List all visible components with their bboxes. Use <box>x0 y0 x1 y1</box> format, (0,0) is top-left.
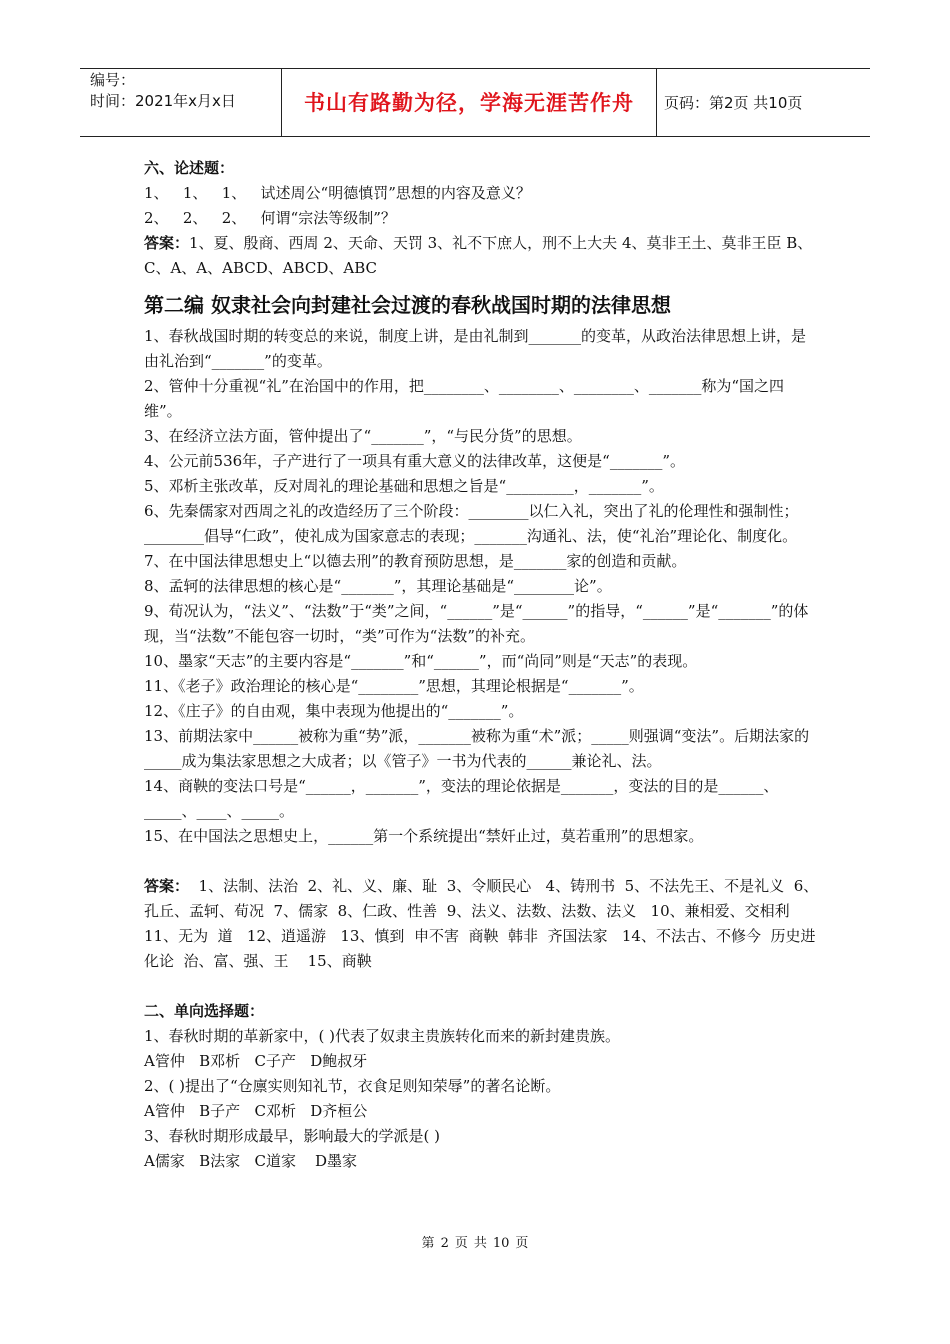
choice-options-3: A儒家 B法家 C道家 D墨家 <box>144 1152 358 1170</box>
essay-question-1: 1、 1、 1、 试述周公“明德慎罚”思想的内容及意义？ <box>144 184 531 202</box>
fill-question-14: 14、商鞅的变法口号是“______，_______”，变法的理论依据是_______，变法的目的是______、_____、____、_____。 <box>144 777 779 820</box>
page-footer <box>0 1232 950 1251</box>
essay-question-2: 2、 2、 2、 何谓“宗法等级制”？ <box>144 209 396 227</box>
header-meta <box>90 70 236 112</box>
footer-ye: 页 <box>454 1236 468 1251</box>
header-time: 时间：2021年x月x日 <box>90 92 236 110</box>
fill-question-15: 15、在中国法之思想史上，______第一个系统提出“禁奸止过，莫若重刑”的思想家。 <box>144 827 704 845</box>
fill-question-8: 8、孟轲的法律思想的核心是“_______”，其理论基础是“________论”。 <box>144 577 612 595</box>
choice-options-1: A管仲 B邓析 C子产 D鲍叔牙 <box>144 1052 368 1070</box>
fill-question-9: 9、荀况认为，“法义”、“法数”于“类”之间，“______”是“______”的指导，“______”是“_______”的体现，当“法数”不能包容一切时，“类”可作为“法数”的补充。 <box>144 602 809 645</box>
fill-question-6: 6、先秦儒家对西周之礼的改造经历了三个阶段：________以仁入礼，突出了礼的伦理性和强制性；________倡导“仁政”，使礼成为国家意志的表现；_______沟通礼、法，使“礼治”理论化、制度化。 <box>144 502 799 545</box>
fill-question-3: 3、在经济立法方面，管仲提出了“_______”，“与民分货”的思想。 <box>144 427 582 445</box>
fill-question-12: 12、《庄子》的自由观，集中表现为他提出的“_______”。 <box>144 702 524 720</box>
essay-answer-text: 1、夏、殷商、西周 2、天命、天罚 3、礼不下庶人，刑不上大夫 4、莫非王土、莫非王臣 B、C、A、A、ABCD、ABCD、ABC <box>144 234 813 277</box>
choice-options-2: A管仲 B子产 C邓析 D齐桓公 <box>144 1102 368 1120</box>
part2-title: 第二编 奴隶社会向封建社会过渡的春秋战国时期的法律思想 <box>144 293 671 317</box>
footer-di: 第 <box>421 1236 435 1251</box>
fill-question-5: 5、邓析主张改革，反对周礼的理论基础和思想之旨是“_________，_______”。 <box>144 477 664 495</box>
header-bottom-rule <box>80 136 870 137</box>
fill-question-4: 4、公元前536年，子产进行了一项具有重大意义的法律改革，这便是“_______”。 <box>144 452 686 470</box>
part2-answer <box>144 874 820 974</box>
choice-question-3: 3、春秋时期形成最早，影响最大的学派是( ) <box>144 1127 441 1145</box>
spacer <box>144 849 820 874</box>
essay-answer <box>144 231 820 281</box>
fill-question-1: 1、春秋战国时期的转变总的来说，制度上讲，是由礼制到_______的变革，从政治法律思想上讲，是由礼治到“_______”的变革。 <box>144 327 807 370</box>
header-motto: 书山有路勤为径，学海无涯苦作舟 <box>304 91 634 115</box>
essay-answer-label: 答案： <box>144 234 190 252</box>
document-body <box>144 156 820 1174</box>
spacer <box>144 974 820 999</box>
fill-question-11: 11、《老子》政治理论的核心是“________”思想，其理论根据是“_______”。 <box>144 677 644 695</box>
header-number: 编号： <box>90 71 136 89</box>
fill-question-13: 13、前期法家中______被称为重“势”派，_______被称为重“术”派；_____则强调“变法”。后期法家的_____成为集法家思想之大成者；以《管子》一书为代表的______兼论礼、法。 <box>144 727 810 770</box>
part2-answer-text: 1、法制、法治 2、礼、义、廉、耻 3、令顺民心 4、铸刑书 5、不法先王、不是礼义 6、孔丘、孟轲、荀况 7、儒家 8、仁政、性善 9、法义、法数、法数、法义 10、兼相爱、交相利 11、无为 道 12、逍遥游 13、慎到 申不害 商鞅 韩非 齐国法家 14、不法古、不修今 历史进化论 治、富、强、王 15、商鞅 <box>144 877 819 970</box>
header-divider-right <box>656 68 657 136</box>
footer-gong: 共 <box>473 1236 487 1251</box>
footer-total-pages: 10 <box>492 1236 510 1251</box>
choice-question-2: 2、( )提出了“仓廪实则知礼节，衣食足则知荣辱”的著名论断。 <box>144 1077 561 1095</box>
choice-section-title: 二、单向选择题： <box>144 1002 265 1020</box>
choice-question-1: 1、春秋时期的革新家中，( )代表了奴隶主贵族转化而来的新封建贵族。 <box>144 1027 621 1045</box>
footer-page-number: 2 <box>440 1236 449 1251</box>
footer-ye-2: 页 <box>515 1236 529 1251</box>
fill-question-10: 10、墨家“天志”的主要内容是“_______”和“______”，而“尚同”则是“天志”的表现。 <box>144 652 698 670</box>
essay-section-title: 六、论述题： <box>144 159 235 177</box>
part2-answer-label: 答案： <box>144 877 190 895</box>
fill-question-7: 7、在中国法律思想史上“以德去刑”的教育预防思想，是_______家的创造和贡献。 <box>144 552 687 570</box>
header-page-info: 页码：第2页 共10页 <box>664 93 803 112</box>
fill-question-2: 2、管仲十分重视“礼”在治国中的作用，把________、________、________、_______称为“国之四维”。 <box>144 377 785 420</box>
